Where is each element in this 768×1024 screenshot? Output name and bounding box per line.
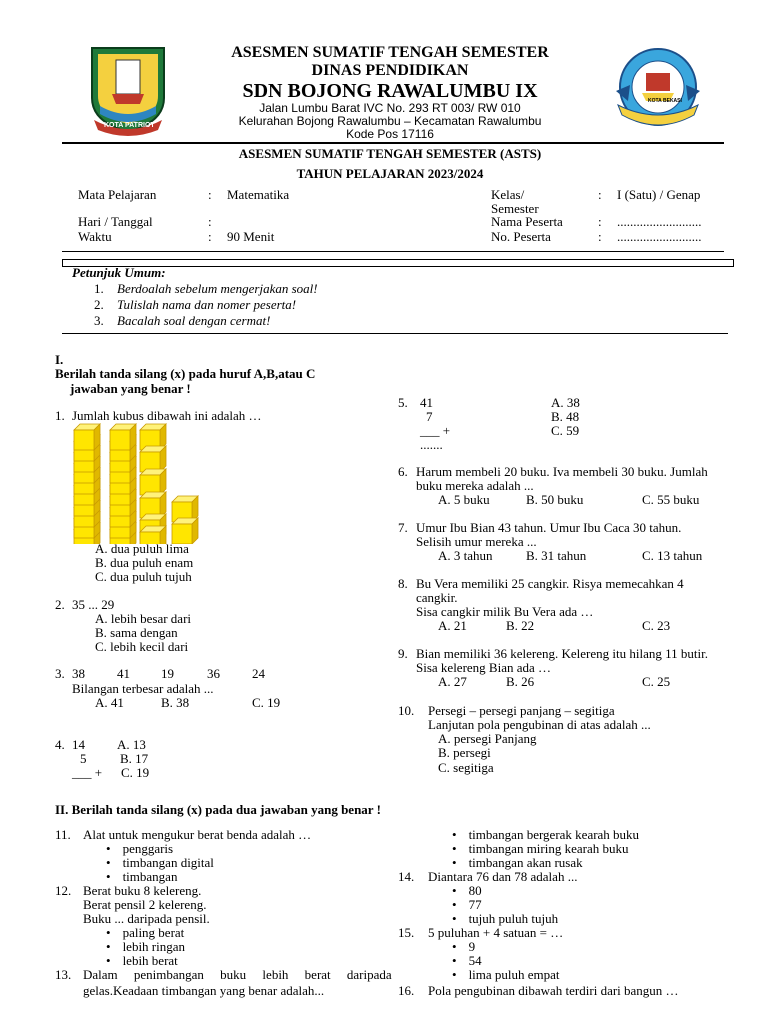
- q13-text1: Dalam penimbangan buku lebih berat daripada: [83, 967, 392, 982]
- address-line1: Jalan Lumbu Barat IVC No. 293 RT 003/ RW 010: [259, 101, 521, 115]
- q8-option-c[interactable]: C. 23: [642, 618, 671, 633]
- q5-mid: 7: [426, 409, 433, 424]
- q7-text2: Selisih umur mereka ...: [416, 534, 537, 549]
- no-label: No. Peserta: [491, 229, 551, 244]
- q1-option-c[interactable]: C. dua puluh tujuh: [95, 569, 192, 584]
- q7-option-c[interactable]: C. 13 tahun: [642, 548, 703, 563]
- q7-option-b[interactable]: B. 31 tahun: [526, 548, 587, 563]
- q4-option-a[interactable]: A. 13: [117, 737, 146, 752]
- nama-colon: :: [598, 214, 602, 229]
- waktu-colon: :: [208, 229, 212, 244]
- q6-option-a[interactable]: A. 5 buku: [438, 492, 490, 507]
- address-line3: Kode Pos 17116: [346, 127, 434, 141]
- q9-option-c[interactable]: C. 25: [642, 674, 671, 689]
- q12-text3: Buku ... daripada pensil.: [83, 911, 210, 926]
- q4-option-c[interactable]: C. 19: [121, 765, 150, 780]
- q5-num: 5.: [398, 395, 408, 410]
- q8-option-b[interactable]: B. 22: [506, 618, 535, 633]
- mapel-colon: :: [208, 187, 212, 202]
- q2-option-a[interactable]: A. lebih besar dari: [95, 611, 192, 626]
- q13-option-1[interactable]: • timbangan bergerak kearah buku: [452, 827, 639, 843]
- section1-roman: I.: [55, 352, 64, 367]
- q3-number-3: 19: [161, 666, 174, 681]
- section1-instr2: jawaban yang benar !: [70, 381, 191, 396]
- q4-num: 4.: [55, 737, 65, 752]
- q8-num: 8.: [398, 576, 408, 591]
- header-line1: ASESMEN SUMATIF TENGAH SEMESTER: [231, 44, 549, 61]
- q12-option-2[interactable]: • lebih ringan: [106, 939, 185, 955]
- q14-option-3[interactable]: • tujuh puluh tujuh: [452, 911, 558, 927]
- q2-num: 2.: [55, 597, 65, 612]
- petunjuk-divider: [62, 333, 728, 334]
- q13-text2: gelas.Keadaan timbangan yang benar adalah...: [83, 983, 325, 998]
- q6-option-c[interactable]: C. 55 buku: [642, 492, 700, 507]
- q11-option-2[interactable]: • timbangan digital: [106, 855, 214, 871]
- hari-label: Hari / Tanggal: [78, 214, 153, 229]
- kelas-label: Kelas/: [491, 187, 525, 202]
- right-logo-text: KOTA BEKASI: [648, 98, 682, 104]
- rod-cube: [74, 424, 100, 450]
- q11-num: 11.: [55, 827, 71, 842]
- q10-option-c[interactable]: C. segitiga: [438, 760, 494, 775]
- petunjuk-item-1: Berdoalah sebelum mengerjakan soal!: [117, 281, 318, 296]
- q7-text1: Umur Ibu Bian 43 tahun. Umur Ibu Caca 30 tahun.: [416, 520, 682, 535]
- single-cube: [140, 446, 166, 472]
- address-line2: Kelurahan Bojong Rawalumbu – Kecamatan Rawalumbu: [238, 114, 542, 128]
- q8-text1: Bu Vera memiliki 25 cangkir. Risya memecahkan 4: [416, 576, 684, 591]
- q15-option-3[interactable]: • lima puluh empat: [452, 967, 560, 983]
- q8-option-a[interactable]: A. 21: [438, 618, 467, 633]
- q15-text: 5 puluhan + 4 satuan = …: [428, 925, 564, 940]
- header-line2: DINAS PENDIDIKAN: [311, 62, 469, 79]
- q2-option-b[interactable]: B. sama dengan: [95, 625, 178, 640]
- cubes-figure: [70, 420, 200, 544]
- exam-title: ASESMEN SUMATIF TENGAH SEMESTER (ASTS): [238, 146, 542, 161]
- rod-cube: [110, 424, 136, 450]
- no-value[interactable]: ..........................: [617, 229, 702, 244]
- q10-text1: Persegi – persegi panjang – segitiga: [428, 703, 615, 718]
- q8-text2: cangkir.: [416, 590, 458, 605]
- q12-option-1[interactable]: • paling berat: [106, 925, 184, 941]
- kelas-value: I (Satu) / Genap: [617, 187, 701, 202]
- q15-option-1[interactable]: • 9: [452, 939, 475, 955]
- q5-option-b[interactable]: B. 48: [551, 409, 580, 424]
- q13-option-2[interactable]: • timbangan miring kearah buku: [452, 841, 629, 857]
- q1-option-b[interactable]: B. dua puluh enam: [95, 555, 194, 570]
- section1-instr1: Berilah tanda silang (x) pada huruf A,B,atau C: [55, 366, 316, 381]
- nama-label: Nama Peserta: [491, 214, 563, 229]
- q13-option-3[interactable]: • timbangan akan rusak: [452, 855, 583, 871]
- q12-text1: Berat buku 8 kelereng.: [83, 883, 202, 898]
- q13-num: 13.: [55, 967, 72, 982]
- left-logo-text: KOTA PATRIOT: [104, 122, 155, 129]
- q2-option-c[interactable]: C. lebih kecil dari: [95, 639, 189, 654]
- q1-option-a[interactable]: A. dua puluh lima: [95, 541, 189, 556]
- q3-text: Bilangan terbesar adalah ...: [72, 681, 214, 696]
- q14-num: 14.: [398, 869, 415, 884]
- q11-option-1[interactable]: • penggaris: [106, 841, 173, 857]
- q7-num: 7.: [398, 520, 408, 535]
- q3-num: 3.: [55, 666, 65, 681]
- q5-dots: .......: [420, 437, 443, 452]
- kelas-colon: :: [598, 187, 602, 202]
- q8-text3: Sisa cangkir milik Bu Vera ada …: [416, 604, 594, 619]
- q5-top: 41: [420, 395, 433, 410]
- petunjuk-item-3: Bacalah soal dengan cermat!: [117, 313, 271, 328]
- q9-num: 9.: [398, 646, 408, 661]
- q14-option-2[interactable]: • 77: [452, 897, 482, 913]
- q5-option-a[interactable]: A. 38: [551, 395, 580, 410]
- q12-option-3[interactable]: • lebih berat: [106, 953, 178, 969]
- q4-plus: ___ +: [72, 765, 103, 780]
- mapel-label: Mata Pelajaran: [78, 187, 157, 202]
- mapel-value: Matematika: [227, 187, 290, 202]
- hari-colon: :: [208, 214, 212, 229]
- q3-number-5: 24: [252, 666, 265, 681]
- petunjuk-num-3: 3.: [94, 313, 104, 328]
- q14-option-1[interactable]: • 80: [452, 883, 482, 899]
- q11-text: Alat untuk mengukur berat benda adalah …: [83, 827, 312, 842]
- q6-num: 6.: [398, 464, 408, 479]
- q10-option-b[interactable]: B. persegi: [438, 745, 491, 760]
- school-logo: [612, 45, 704, 131]
- q3-number-4: 36: [207, 666, 220, 681]
- single-cube: [140, 469, 166, 495]
- q6-text2: buku mereka adalah ...: [416, 478, 534, 493]
- petunjuk-num-2: 2.: [94, 297, 104, 312]
- q9-text1: Bian memiliki 36 kelereng. Kelereng itu hilang 11 butir.: [416, 646, 708, 661]
- q15-option-2[interactable]: • 54: [452, 953, 482, 969]
- petunjuk-item-2: Tulislah nama dan nomer peserta!: [117, 297, 297, 312]
- q6-text1: Harum membeli 20 buku. Iva membeli 30 buku. Jumlah: [416, 464, 708, 479]
- q6-option-b[interactable]: B. 50 buku: [526, 492, 584, 507]
- q5-option-c[interactable]: C. 59: [551, 423, 580, 438]
- q4-top: 14: [72, 737, 85, 752]
- q10-num: 10.: [398, 703, 415, 718]
- q12-num: 12.: [55, 883, 72, 898]
- q3-number-1: 38: [72, 666, 85, 681]
- section2-title: II. Berilah tanda silang (x) pada dua jawaban yang benar !: [55, 802, 381, 817]
- q1-num: 1.: [55, 408, 65, 423]
- q10-option-a[interactable]: A. persegi Panjang: [438, 731, 537, 746]
- q1-text: Jumlah kubus dibawah ini adalah …: [72, 408, 262, 423]
- q15-num: 15.: [398, 925, 415, 940]
- q3-option-b[interactable]: B. 38: [161, 695, 190, 710]
- waktu-label: Waktu: [78, 229, 112, 244]
- waktu-value: 90 Menit: [227, 229, 275, 244]
- nama-value[interactable]: ..........................: [617, 214, 702, 229]
- q11-option-3[interactable]: • timbangan: [106, 869, 177, 885]
- q7-option-a[interactable]: A. 3 tahun: [438, 548, 493, 563]
- q3-option-a[interactable]: A. 41: [95, 695, 124, 710]
- q9-text2: Sisa kelereng Bian ada …: [416, 660, 552, 675]
- school-name: SDN BOJONG RAWALUMBU IX: [242, 80, 538, 102]
- q5-plus: ___ +: [420, 423, 451, 438]
- q9-option-a[interactable]: A. 27: [438, 674, 467, 689]
- header-divider: [62, 142, 724, 144]
- q16-num: 16.: [398, 983, 415, 998]
- q16-text: Pola pengubinan dibawah terdiri dari bangun …: [428, 983, 679, 998]
- q9-option-b[interactable]: B. 26: [506, 674, 535, 689]
- q12-text2: Berat pensil 2 kelereng.: [83, 897, 207, 912]
- petunjuk-title: Petunjuk Umum:: [72, 265, 166, 280]
- semester-label: Semester: [491, 201, 539, 216]
- q3-number-2: 41: [117, 666, 130, 681]
- q3-option-c[interactable]: C. 19: [252, 695, 281, 710]
- q4-mid: 5: [80, 751, 87, 766]
- info-divider: [62, 251, 724, 252]
- q10-text2: Lanjutan pola pengubinan di atas adalah ...: [428, 717, 651, 732]
- q14-text: Diantara 76 dan 78 adalah ...: [428, 869, 578, 884]
- petunjuk-num-1: 1.: [94, 281, 104, 296]
- q2-text: 35 ... 29: [72, 597, 115, 612]
- exam-year: TAHUN PELAJARAN 2023/2024: [296, 166, 484, 181]
- q4-option-b[interactable]: B. 17: [120, 751, 149, 766]
- no-colon: :: [598, 229, 602, 244]
